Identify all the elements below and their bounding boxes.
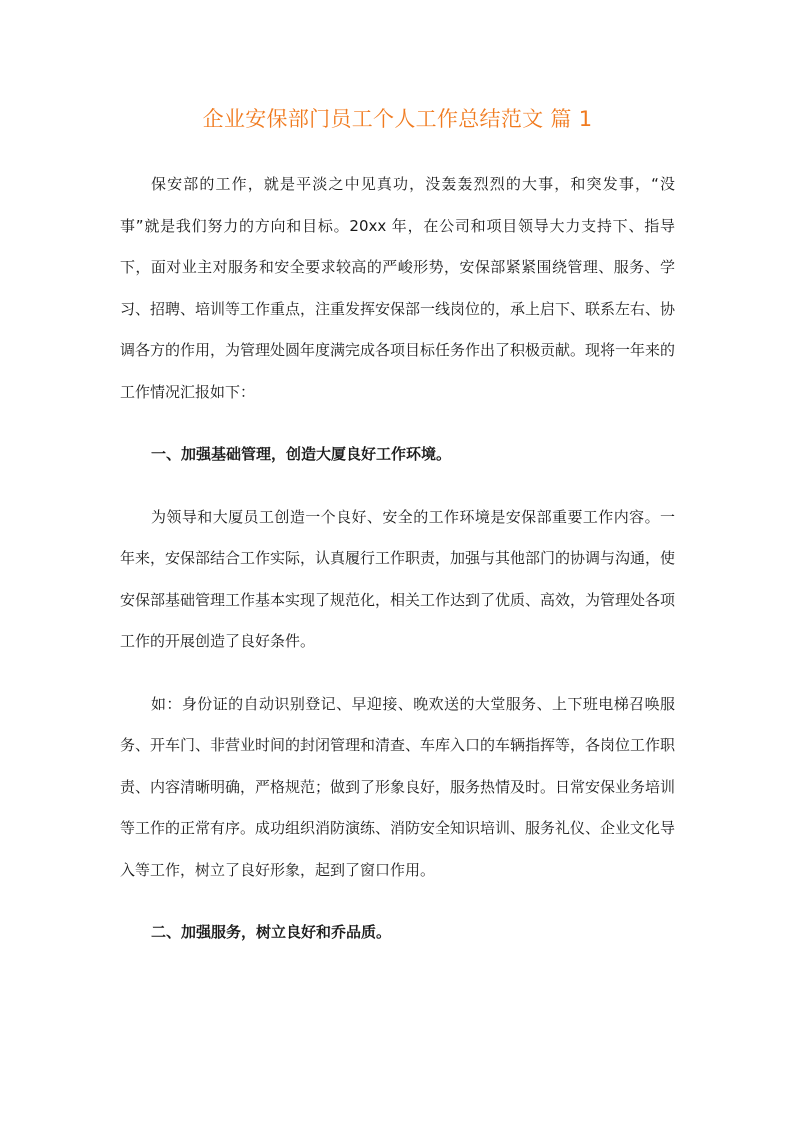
section1-body-paragraph: 为领导和大厦员工创造一个良好、安全的工作环境是安保部重要工作内容。一年来，安保部结合工作实际，认真履行工作职责，加强与其他部门的协调与沟通，使安保部基础管理工作基本实现了规范化，相关工作达到了优质、高效，为管理处各项工作的开展创造了良好条件。 [120,507,676,650]
section-heading-1: 一、加强基础管理，创造大厦良好工作环境。 [151,445,452,463]
section-heading-2: 二、加强服务，树立良好和乔品质。 [151,923,392,941]
section1-example-paragraph: 如：身份证的自动识别登记、早迎接、晚欢送的大堂服务、上下班电梯召唤服务、开车门、非营业时间的封闭管理和清查、车库入口的车辆指挥等，各岗位工作职责、内容清晰明确，严格规范；做到了形象良好，服务热情及时。日常安保业务培训等工作的正常有序。成功组织消防演练、消防安全知识培训、服务礼仪、企业文化导入等工作，树立了良好形象，起到了窗口作用。 [120,694,676,879]
document-title: 企业安保部门员工个人工作总结范文 篇 1 [202,107,593,131]
intro-paragraph: 保安部的工作，就是平淡之中见真功，没轰轰烈烈的大事，和突发事，“没事”就是我们努力的方向和目标。20xx 年，在公司和项目领导大力支持下、指导下，面对业主对服务和安全要求较高的严峻形势，安保部紧紧围绕管理、服务、学习、招聘、培训等工作重点，注重发挥安保部一线岗位的，承上启下、联系左右、协调各方的作用，为管理处圆年度满完成各项目标任务作出了积极贡献。现将一年来的工作情况汇报如下： [120,175,676,401]
